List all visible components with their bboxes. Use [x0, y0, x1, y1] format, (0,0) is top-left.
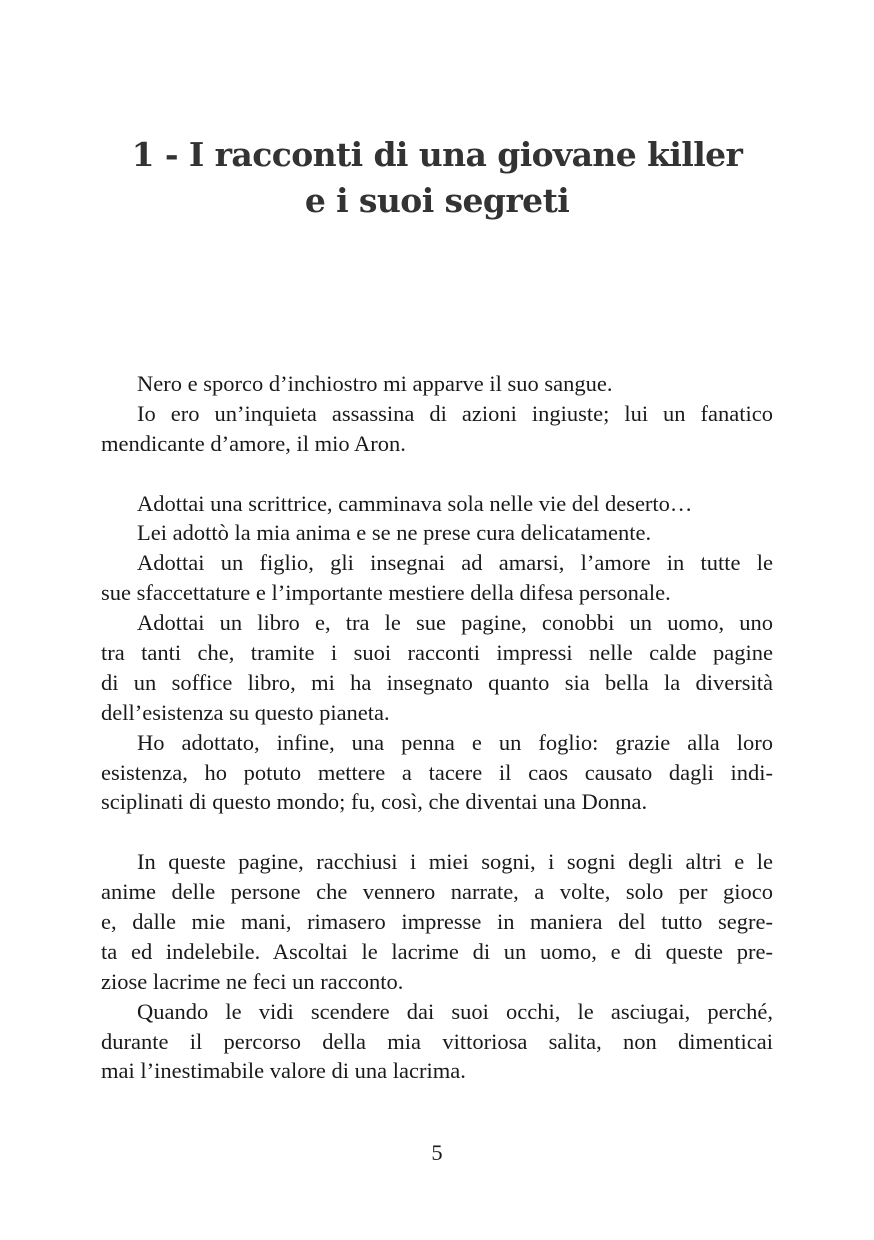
text-line: Adottai un libro e, tra le sue pagine, conobbi un uomo, uno [137, 610, 773, 636]
text-line: Lei adottò la mia anima e se ne prese cura delicatamente. [137, 520, 652, 546]
text-line: mendicante d’amore, il mio Aron. [101, 430, 406, 456]
text-line: esistenza, ho potuto mettere a tacere il caos causato dagli indi- [101, 759, 773, 785]
chapter-title-line-1: 1 - I racconti di una giovane killer [131, 135, 743, 174]
text-line: sue sfaccettature e l’importante mestiere della difesa personale. [101, 580, 671, 606]
page-number: 5 [431, 1140, 443, 1165]
text-line: Ho adottato, infine, una penna e un foglio: grazie alla loro [137, 729, 773, 755]
paragraph-spacer [101, 817, 773, 847]
chapter-title-line-2: e i suoi segreti [304, 181, 570, 220]
text-line: Adottai una scrittrice, camminava sola nelle vie del deserto… [137, 490, 693, 516]
text-line: sciplinati di questo mondo; fu, così, che diventai una Donna. [101, 789, 648, 815]
text-line: mai l’inestimabile valore di una lacrima. [101, 1058, 466, 1084]
text-line: e, dalle mie mani, rimasero impresse in maniera del tutto segre- [101, 909, 773, 935]
text-line: tra tanti che, tramite i suoi racconti impressi nelle calde pagine [101, 640, 773, 666]
text-line: In queste pagine, racchiusi i miei sogni, i sogni degli altri e le [137, 849, 773, 875]
text-line: Nero e sporco d’inchiostro mi apparve il suo sangue. [137, 371, 613, 396]
paragraph-spacer [101, 459, 773, 489]
body-text [101, 369, 773, 1086]
text-line: di un soffice libro, mi ha insegnato quanto sia bella la diversità [101, 669, 773, 695]
text-line: anime delle persone che vennero narrate, a volte, solo per gioco [101, 879, 773, 905]
chapter-title [0, 132, 874, 224]
text-line: ziose lacrime ne feci un racconto. [101, 968, 404, 994]
text-line: Adottai un figlio, gli insegnai ad amarsi, l’amore in tutte le [137, 550, 773, 576]
text-line: ta ed indelebile. Ascoltai le lacrime di un uomo, e di queste pre- [101, 938, 773, 964]
text-line: durante il percorso della mia vittoriosa salita, non dimenticai [101, 1028, 773, 1054]
text-line: Quando le vidi scendere dai suoi occhi, le asciugai, perché, [137, 998, 773, 1024]
text-line: dell’esistenza su questo pianeta. [101, 699, 390, 725]
text-line: Io ero un’inquieta assassina di azioni ingiuste; lui un fanatico [137, 400, 773, 426]
